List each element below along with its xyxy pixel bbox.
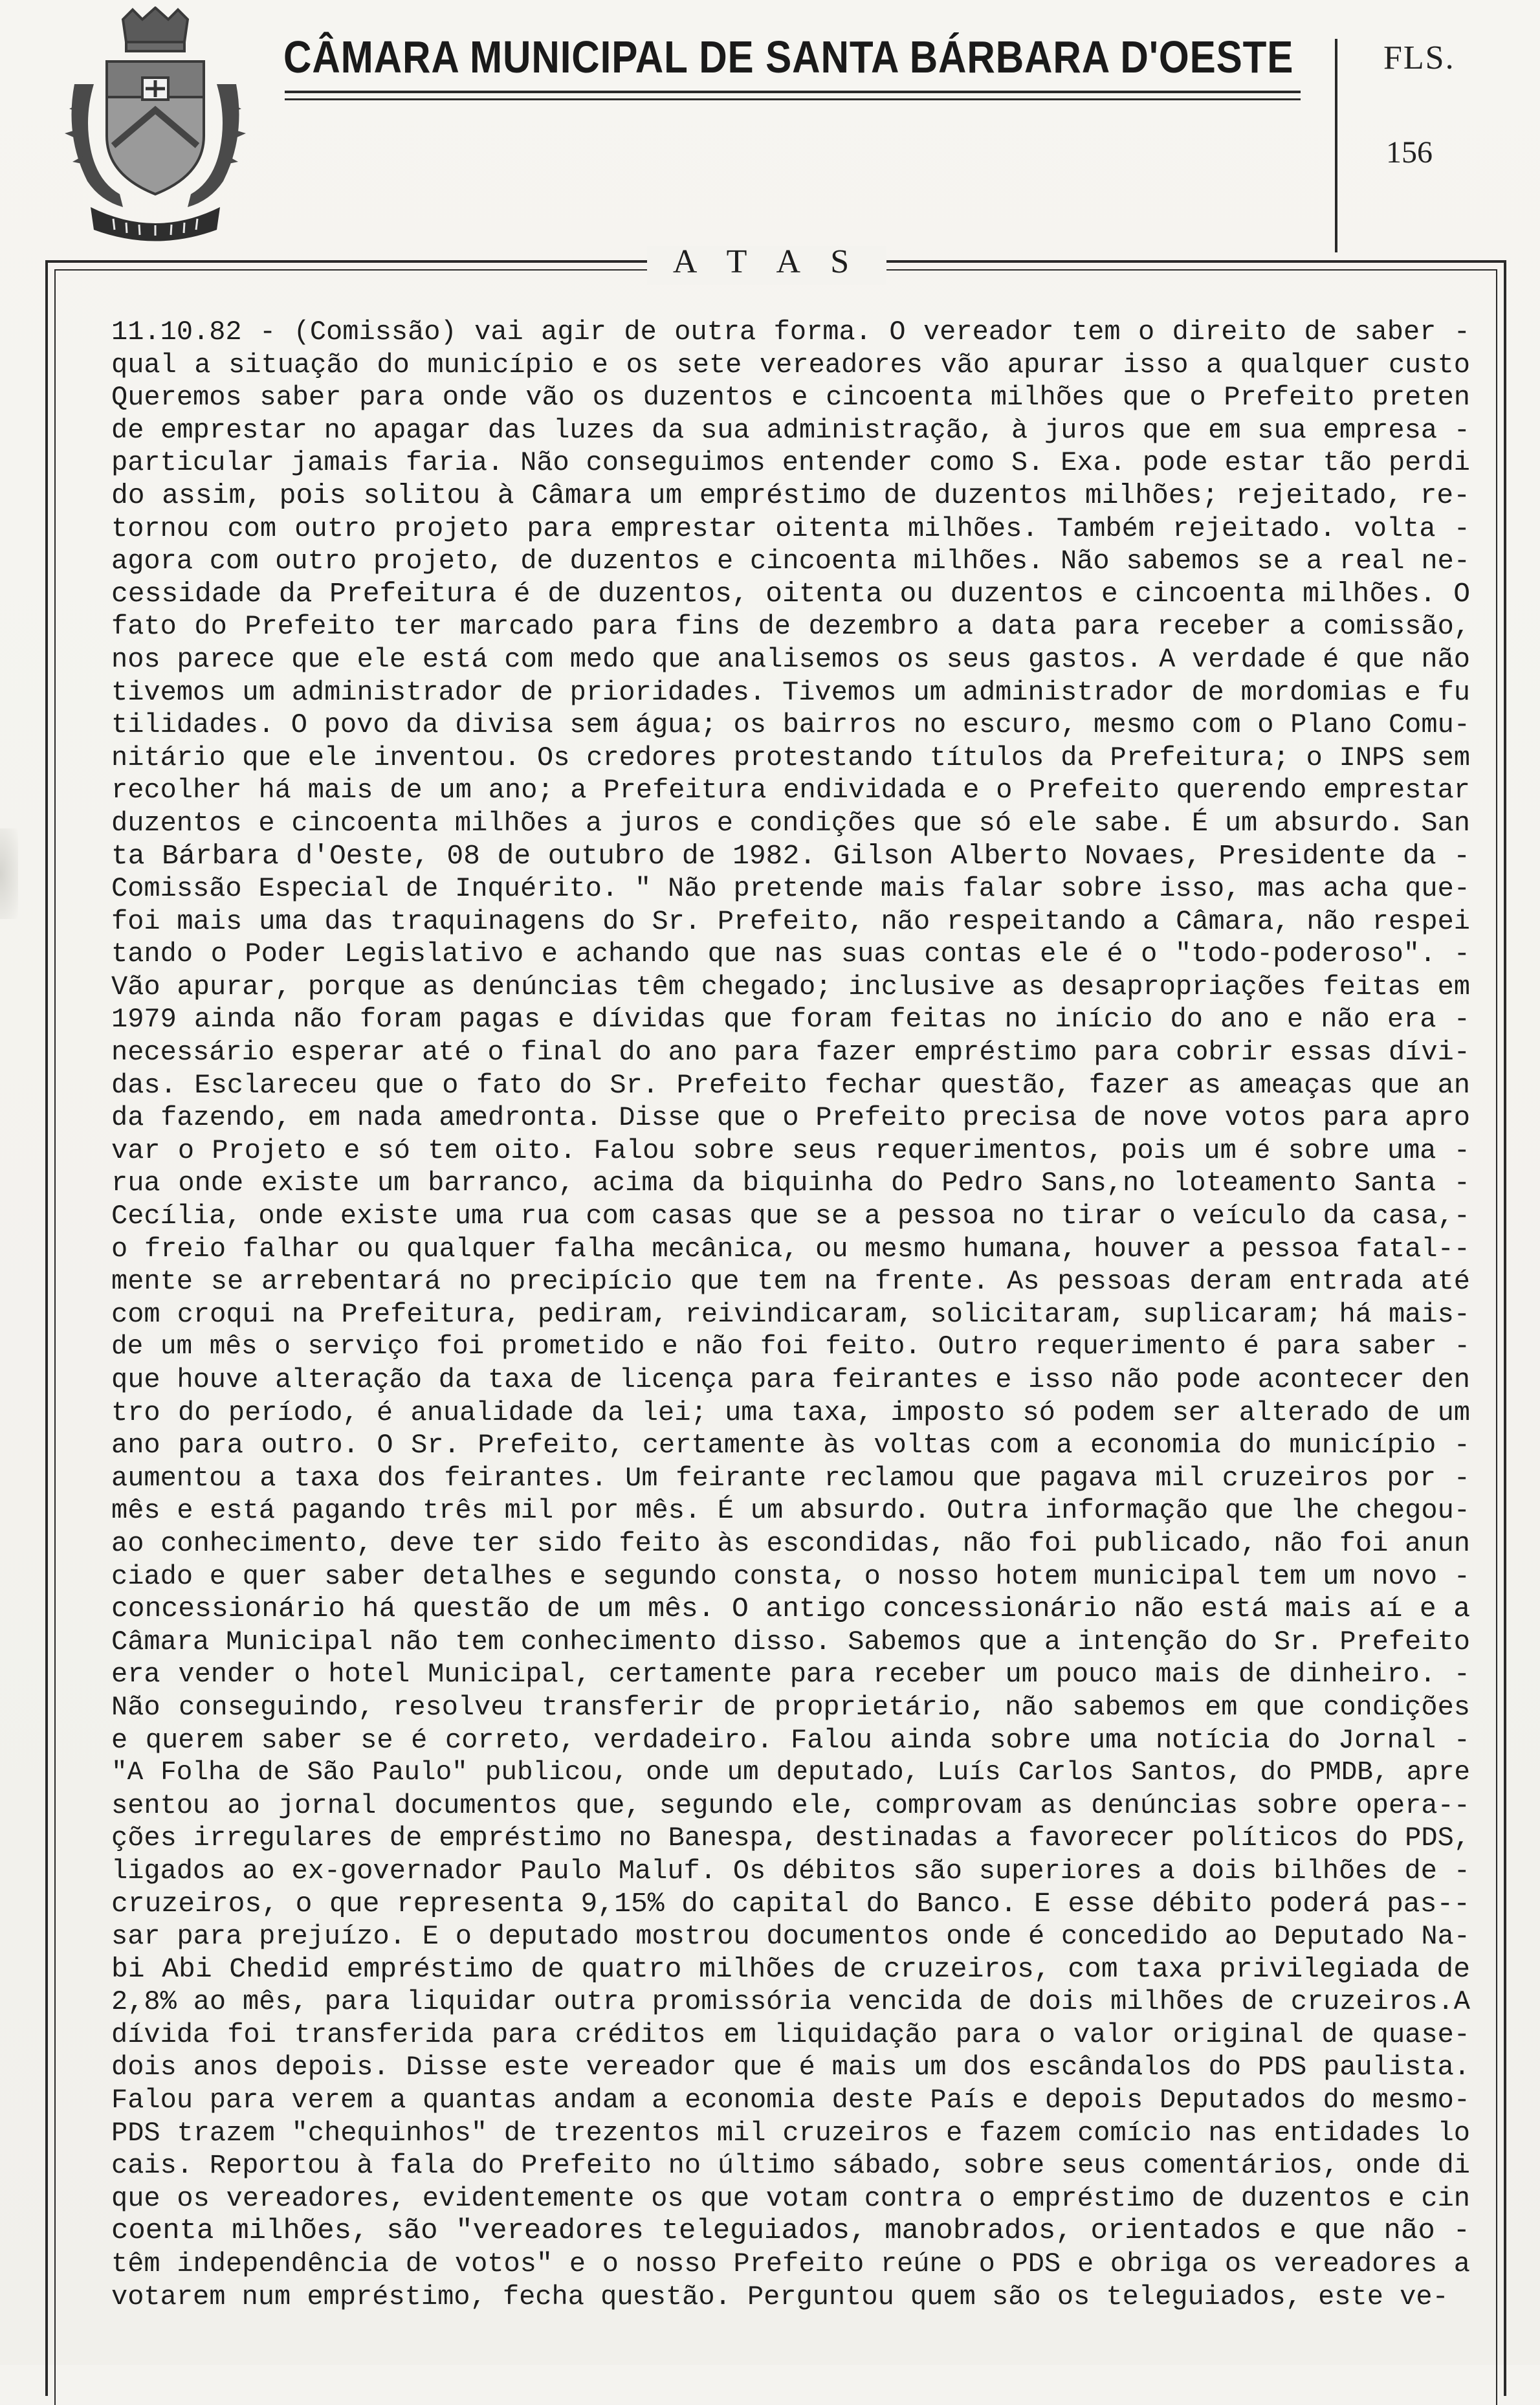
- page-number: 156: [1386, 135, 1433, 170]
- text-line: fato do Prefeito ter marcado para fins de dezembro a data para receber a comissão,: [111, 611, 1470, 643]
- text-line: de emprestar no apagar das luzes da sua administração, à juros que em sua empresa -: [111, 414, 1470, 446]
- text-line: nos parece que ele está com medo que analisemos os seus gastos. A verdade é que não: [111, 643, 1470, 675]
- text-line: rua onde existe um barranco, acima da biquinha do Pedro Sans,no loteamento Santa -: [111, 1168, 1470, 1199]
- title-underline: [285, 91, 1301, 93]
- text-line: tornou com outro projeto para emprestar oitenta milhões. Também rejeitado. volta -: [111, 513, 1470, 544]
- text-line: agora com outro projeto, de duzentos e cincoenta milhões. Não sabemos se a real ne-: [111, 546, 1470, 577]
- text-line: sar para prejuízo. E o deputado mostrou documentos onde é concedido ao Deputado Na-: [111, 1921, 1470, 1953]
- chamber-title: CÂMARA MUNICIPAL DE SANTA BÁRBARA D'OESTE: [283, 32, 1294, 82]
- text-line: das. Esclareceu que o fato do Sr. Prefeito fechar questão, fazer as ameaças que an: [111, 1069, 1470, 1101]
- section-heading: A T A S: [672, 243, 861, 280]
- text-line: 2,8% ao mês, para liquidar outra promissória vencida de dois milhões de cruzeiros.A: [111, 1986, 1470, 2018]
- text-line: sentou ao jornal documentos que, segundo ele, comprovam as denúncias sobre opera--: [111, 1790, 1470, 1821]
- text-line: cessidade da Prefeitura é de duzentos, oitenta ou duzentos e cincoenta milhões. O: [111, 577, 1470, 610]
- text-line: que houve alteração da taxa de licença para feirantes e isso não pode acontecer den: [111, 1364, 1470, 1395]
- text-line: mente se arrebentará no precipício que tem na frente. As pessoas deram entrada até: [111, 1266, 1470, 1298]
- text-line: da fazendo, em nada amedronta. Disse que o Prefeito precisa de nove votos para apro: [111, 1102, 1470, 1134]
- text-line: com croqui na Prefeitura, pediram, reivindicaram, solicitaram, suplicaram; há mais-: [111, 1298, 1470, 1330]
- text-line: ano para outro. O Sr. Prefeito, certamente às voltas com a economia do município -: [111, 1430, 1470, 1461]
- text-line: Queremos saber para onde vão os duzentos e cincoenta milhões que o Prefeito preten: [111, 382, 1470, 414]
- fls-divider: [1335, 39, 1337, 252]
- text-line: Falou para verem a quantas andam a economia deste País e depois Deputados do mesmo-: [111, 2085, 1470, 2116]
- text-line: tilidades. O povo da divisa sem água; os bairros no escuro, mesmo com o Plano Comu-: [111, 709, 1470, 741]
- text-line: var o Projeto e só tem oito. Falou sobre seus requerimentos, pois um é sobre uma -: [111, 1135, 1470, 1166]
- text-line: de um mês o serviço foi prometido e não foi feito. Outro requerimento é para saber -: [111, 1332, 1470, 1362]
- text-line: necessário esperar até o final do ano para fazer empréstimo para cobrir essas dívi-: [111, 1037, 1470, 1069]
- text-line: dois anos depois. Disse este vereador que é mais um dos escândalos do PDS paulista.: [111, 2052, 1470, 2083]
- text-line: era vender o hotel Municipal, certamente para receber um pouco mais de dinheiro. -: [111, 1659, 1470, 1690]
- text-line: que os vereadores, evidentemente os que votam contra o empréstimo de duzentos e cin: [111, 2182, 1470, 2214]
- text-line: tivemos um administrador de prioridades. Tivemos um administrador de mordomias e fu: [111, 676, 1470, 708]
- text-line: do assim, pois solitou à Câmara um empréstimo de duzentos milhões; rejeitado, re-: [111, 479, 1470, 511]
- text-line: cruzeiros, o que representa 9,15% do capital do Banco. E esse débito poderá pas--: [111, 1887, 1470, 1920]
- text-line: ao conhecimento, deve ter sido feito às escondidas, não foi publicado, não foi anun: [111, 1527, 1470, 1559]
- text-line: "A Folha de São Paulo" publicou, onde um deputado, Luís Carlos Santos, do PMDB, apre: [111, 1758, 1470, 1788]
- municipal-coat-of-arms-icon: [61, 6, 249, 246]
- text-line: e querem saber se é correto, verdadeiro. Falou ainda sobre uma notícia do Jornal -: [111, 1724, 1470, 1756]
- text-line: bi Abi Chedid empréstimo de quatro milhões de cruzeiros, com taxa privilegiada de: [111, 1953, 1470, 1985]
- text-line: Câmara Municipal não tem conhecimento disso. Sabemos que a intenção do Sr. Prefeito: [111, 1626, 1470, 1657]
- paper-stain: [0, 828, 18, 919]
- text-line: cais. Reportou à fala do Prefeito no último sábado, sobre seus comentários, onde di: [111, 2150, 1470, 2182]
- text-line: têm independência de votos" e o nosso Prefeito reúne o PDS e obriga os vereadores a: [111, 2248, 1470, 2280]
- text-line: nitário que ele inventou. Os credores protestando títulos da Prefeitura; o INPS sem: [111, 742, 1470, 773]
- text-line: coenta milhões, são "vereadores teleguiados, manobrados, orientados e que não -: [111, 2215, 1470, 2248]
- text-line: PDS trazem "chequinhos" de trezentos mil cruzeiros e fazem comício nas entidades lo: [111, 2117, 1470, 2149]
- text-line: o freio falhar ou qualquer falha mecânica, ou mesmo humana, houver a pessoa fatal--: [111, 1233, 1470, 1265]
- text-line: tando o Poder Legislativo e achando que nas suas contas ele é o "todo-poderoso". -: [111, 938, 1470, 970]
- text-line: ta Bárbara d'Oeste, 08 de outubro de 1982. Gilson Alberto Novaes, Presidente da -: [111, 839, 1470, 872]
- text-line: ções irregulares de empréstimo no Banespa, destinadas a favorecer políticos do PDS,: [111, 1823, 1470, 1854]
- text-line: particular jamais faria. Não conseguimos entender como S. Exa. pode estar tão perdi: [111, 447, 1470, 479]
- text-line: ciado e quer saber detalhes e segundo consta, o nosso hotem municipal tem um novo -: [111, 1560, 1470, 1592]
- text-line: qual a situação do município e os sete vereadores vão apurar isso a qualquer custo: [111, 349, 1470, 381]
- minutes-body: [111, 316, 1470, 2313]
- text-line: recolher há mais de um ano; a Prefeitura endividada e o Prefeito querendo emprestar: [111, 775, 1470, 806]
- text-line: aumentou a taxa dos feirantes. Um feirante reclamou que pagava mil cruzeiros por -: [111, 1462, 1470, 1494]
- text-line: Cecília, onde existe uma rua com casas que se a pessoa no tirar o veículo da casa,-: [111, 1201, 1470, 1232]
- text-line: Não conseguindo, resolveu transferir de proprietário, não sabemos em que condições: [111, 1691, 1470, 1723]
- text-line: votarem num empréstimo, fecha questão. Perguntou quem são os teleguiados, este ve-: [111, 2281, 1449, 2312]
- title-underline-secondary: [285, 98, 1301, 100]
- text-line: Comissão Especial de Inquérito. " Não pretende mais falar sobre isso, mas acha que-: [111, 873, 1470, 905]
- text-line: Vão apurar, porque as denúncias têm chegado; inclusive as desapropriações feitas em: [111, 971, 1470, 1003]
- text-line: mês e está pagando três mil por mês. É um absurdo. Outra informação que lhe chegou-: [111, 1495, 1470, 1527]
- text-line: ligados ao ex-governador Paulo Maluf. Os débitos são superiores a dois bilhões de -: [111, 1855, 1470, 1887]
- text-line: dívida foi transferida para créditos em liquidação para o valor original de quase-: [111, 2019, 1470, 2050]
- text-line: 1979 ainda não foram pagas e dívidas que foram feitas no início do ano e não era -: [111, 1004, 1470, 1036]
- text-line: duzentos e cincoenta milhões a juros e condições que só ele sabe. É um absurdo. San: [111, 807, 1470, 839]
- fls-label: FLS.: [1383, 39, 1455, 76]
- text-line: tro do período, é anualidade da lei; uma taxa, imposto só podem ser alterado de um: [111, 1397, 1470, 1428]
- text-line: concessionário há questão de um mês. O antigo concessionário não está mais aí e a: [111, 1593, 1470, 1625]
- text-line: 11.10.82 - (Comissão) vai agir de outra forma. O vereador tem o direito de saber -: [111, 316, 1470, 348]
- text-line: foi mais uma das traquinagens do Sr. Prefeito, não respeitando a Câmara, não respei: [111, 905, 1470, 937]
